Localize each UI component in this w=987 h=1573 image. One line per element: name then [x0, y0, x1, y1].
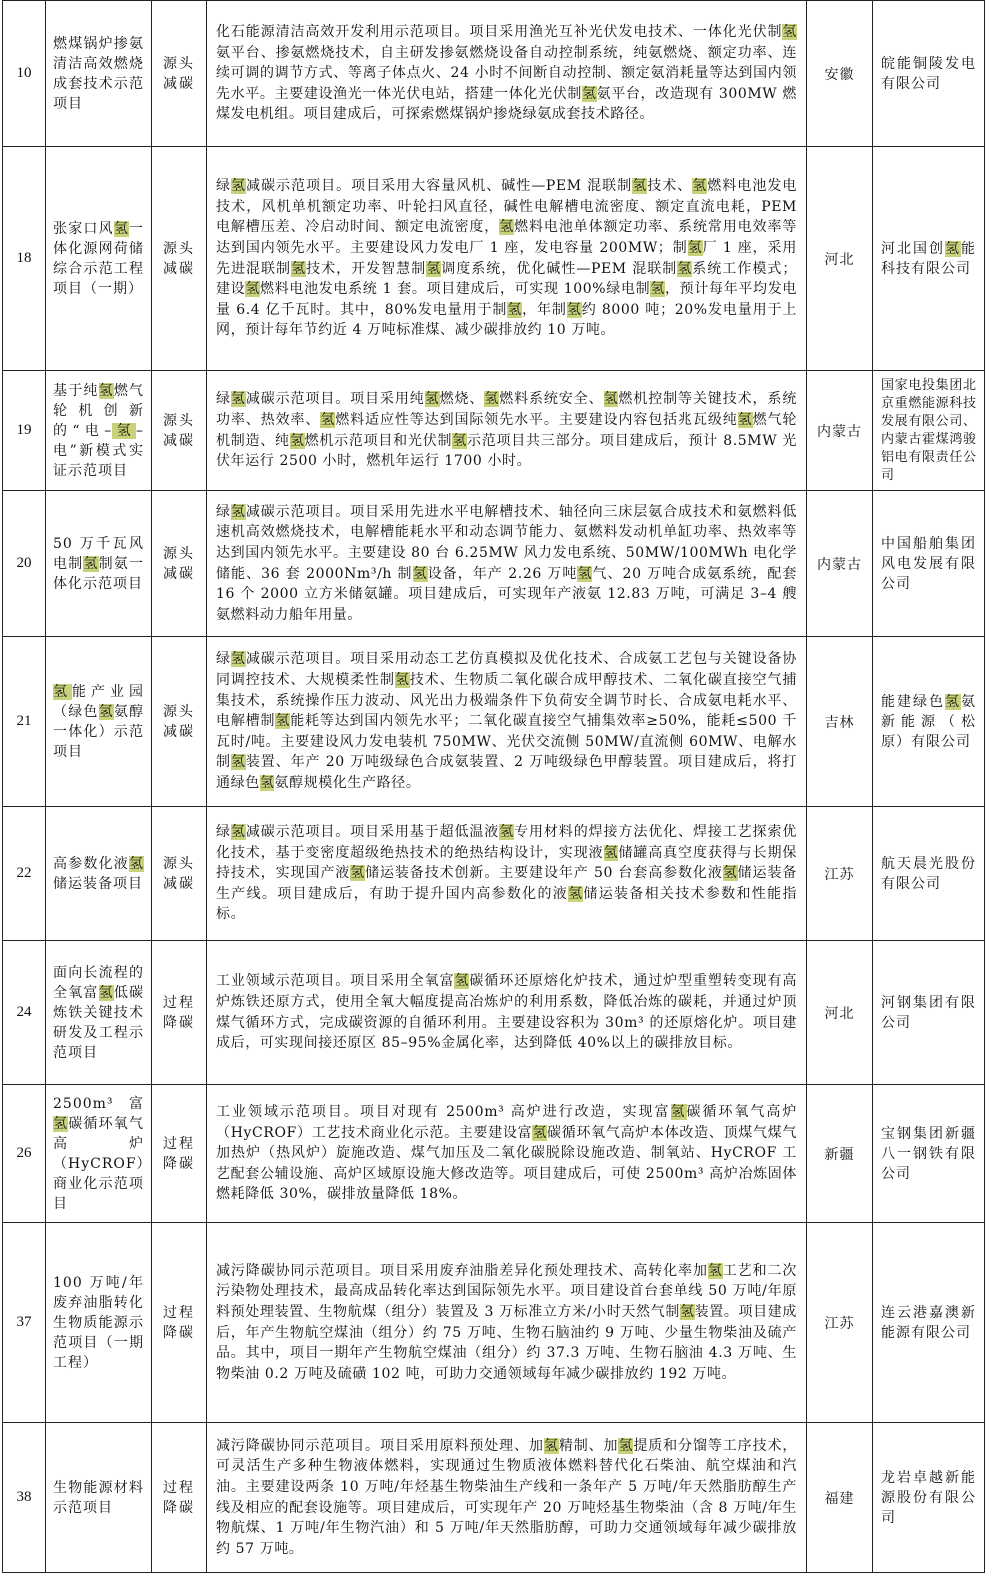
- highlighted-term: 氢: [687, 239, 703, 256]
- table-row: [3, 147, 985, 371]
- row-number: 38: [3, 1423, 46, 1573]
- highlighted-term: 氢: [507, 301, 523, 318]
- highlighted-term: 氢: [452, 432, 467, 449]
- carbon-category-part: 减碳: [163, 565, 195, 582]
- organization: 河北国创氢能科技有限公司: [873, 147, 985, 371]
- row-number: 21: [3, 637, 46, 807]
- highlighted-term: 氢: [945, 693, 961, 710]
- carbon-category: [152, 147, 207, 371]
- table-row: [3, 1085, 985, 1223]
- organization: 河钢集团有限公司: [873, 941, 985, 1085]
- highlighted-term: 氢: [98, 984, 114, 1001]
- carbon-category-part: 降碳: [163, 1499, 195, 1516]
- row-number: 19: [3, 371, 46, 491]
- highlighted-term: 氢: [231, 178, 247, 195]
- organization: 龙岩卓越新能源股份有限公司: [873, 1423, 985, 1573]
- highlighted-term: 氢: [275, 713, 291, 730]
- highlighted-term: 氢: [650, 281, 665, 298]
- project-name: 2500m³ 富氢碳循环氧气高炉（HyCROF）商业化示范项目: [46, 1085, 152, 1223]
- project-description: 绿氢减碳示范项目。项目采用纯氢燃烧、氢燃料系统安全、氢燃机控制等关键技术，系统功率、热效率、氢燃料适应性等达到国际领先水平。主要建设内容包括兆瓦级纯氢燃气轮机制造、纯氢燃机示范项目和光伏制氢示范项目共三部分。项目建成后，预计 8.5MW 光伏年运行 2500 小时，燃机年运行 1700 小时。: [207, 371, 807, 491]
- row-number: 37: [3, 1223, 46, 1423]
- carbon-category-part: 降碳: [163, 1014, 195, 1031]
- region: 江苏: [807, 1223, 873, 1423]
- organization: 连云港嘉澳新能源有限公司: [873, 1223, 985, 1423]
- carbon-category: [152, 1, 207, 147]
- highlighted-term: 氢: [677, 260, 693, 277]
- highlighted-term: 氢: [670, 1104, 687, 1121]
- highlighted-term: 氢: [568, 885, 584, 902]
- carbon-category-part: 减碳: [163, 432, 195, 449]
- highlighted-term: 氢: [291, 260, 307, 277]
- highlighted-term: 氢: [320, 411, 336, 428]
- highlighted-term: 氢: [692, 178, 708, 195]
- region: 吉林: [807, 637, 873, 807]
- highlighted-term: 氢: [259, 774, 275, 791]
- highlighted-term: 氢: [499, 824, 515, 841]
- carbon-category-part: 过程: [163, 1479, 195, 1496]
- project-description: 工业领域示范项目。项目对现有 2500m³ 高炉进行改造，实现富氢碳循环氧气高炉（HyCROF）工艺技术商业化示范。主要建设富氢碳循环氧气高炉本体改造、顶煤气煤气加热炉（热风炉）旋施改造、煤气加压及二氧化碳脱除设施改造、制氧站、HyCROF 工艺配套公辅设施、高炉区域原设施大修改造等。项目建成后，可使 2500m³ 高炉冶炼固体燃耗降低 30%，碳排放量降低 18%。: [207, 1085, 807, 1223]
- highlighted-term: 氢: [484, 391, 500, 408]
- highlighted-term: 氢: [577, 565, 593, 582]
- carbon-category: [152, 941, 207, 1085]
- project-description: 绿氢减碳示范项目。项目采用先进水平电解槽技术、轴径向三床层氨合成技术和氨燃料低速机高效燃烧技术，电解槽能耗水平和动态调节能力、氨燃料发动机单缸功率、热效率等达到国内领先水平。主要建设 80 台 6.25MW 风力发电系统、50MW/100MWh 电化学储能、36 套 2000Nm³/h 制氢设备，年产 2.26 万吨氢气、20 万吨合成氨系统，配套 16 个 2000 立方米储氨罐。项目建成后，可实现年产液氨 12.83 万吨，可满足 3–4 艘氨燃料动力船年用量。: [207, 491, 807, 637]
- highlighted-term: 氢: [98, 703, 114, 720]
- project-name: 氢能产业园（绿色氢氨醇一体化）示范项目: [46, 637, 152, 807]
- carbon-category-part: 过程: [163, 1135, 195, 1152]
- carbon-category-part: 源头: [163, 240, 195, 257]
- highlighted-term: 氢: [98, 382, 114, 399]
- table-body: [3, 1, 985, 1573]
- table-row: [3, 491, 985, 637]
- carbon-category-part: 源头: [163, 55, 195, 72]
- carbon-category: [152, 1085, 207, 1223]
- highlighted-term: 氢: [566, 301, 582, 318]
- row-number: 22: [3, 807, 46, 941]
- carbon-category: [152, 807, 207, 941]
- organization: 航天晨光股份有限公司: [873, 807, 985, 941]
- highlighted-term: 氢: [230, 503, 246, 520]
- highlighted-term: 氢: [230, 754, 246, 771]
- highlighted-term: 氢: [499, 219, 515, 236]
- highlighted-term: 氢: [603, 391, 619, 408]
- highlighted-term: 氢: [230, 651, 246, 668]
- carbon-category: [152, 371, 207, 491]
- table-row: [3, 1, 985, 147]
- table-row: [3, 371, 985, 491]
- highlighted-term: 氢: [426, 260, 442, 277]
- carbon-category-part: 减碳: [163, 260, 195, 277]
- carbon-category-part: 过程: [163, 994, 195, 1011]
- organization: 能建绿色氢氨新能源（松原）有限公司: [873, 637, 985, 807]
- organization: 中国船舶集团风电发展有限公司: [873, 491, 985, 637]
- region: 内蒙古: [807, 371, 873, 491]
- project-name: 面向长流程的全氧富氢低碳炼铁关键技术研发及工程示范项目: [46, 941, 152, 1085]
- carbon-category-part: 减碳: [163, 723, 195, 740]
- project-description: 工业领域示范项目。项目采用全氧富氢碳循环还原熔化炉技术，通过炉型重塑转变现有高炉炼铁还原方式，使用全氧大幅度提高冶炼炉的利用系数，降低冶炼的碳耗，并通过炉顶煤气循环方式，完成碳资源的自循环利用。主要建设容积为 30m³ 的还原熔化炉。项目建成后，可实现间接还原区 85–95%金属化率，达到降低 40%以上的碳排放目标。: [207, 941, 807, 1085]
- project-name: 张家口风氢一体化源网荷储综合示范工程项目（一期）: [46, 147, 152, 371]
- highlighted-term: 氢: [230, 824, 246, 841]
- carbon-category-part: 减碳: [163, 875, 195, 892]
- row-number: 24: [3, 941, 46, 1085]
- project-description: 绿氢减碳示范项目。项目采用动态工艺仿真模拟及优化技术、合成氨工艺包与关键设备协同调控技术、大规模柔性制氢技术、生物质二氧化碳合成甲醇技术、二氧化碳直接空气捕集技术，系统操作压力波动、风光出力极端条件下负荷安全调节时长、合成氨电耗水平、电解槽制氢能耗等达到国内领先水平；二氧化碳直接空气捕集效率≥50%，能耗≤500 千瓦时/吨。主要建设风力发电装机 750MW、光伏交流侧 50MW/直流侧 60MW、电解水制氢装置、年产 20 万吨级绿色合成氨装置、2 万吨级绿色甲醇装置。项目建成后，将打通绿色氢氨醇规模化生产路径。: [207, 637, 807, 807]
- table-row: [3, 807, 985, 941]
- carbon-category-part: 降碳: [163, 1155, 195, 1172]
- highlighted-term: 氢: [454, 973, 470, 990]
- row-number: 26: [3, 1085, 46, 1223]
- region: 内蒙古: [807, 491, 873, 637]
- highlighted-term: 氢: [707, 1262, 723, 1279]
- carbon-category-part: 过程: [163, 1304, 195, 1321]
- carbon-category-part: 源头: [163, 855, 195, 872]
- highlighted-term: 氢: [53, 1115, 69, 1132]
- highlighted-term: 氢: [424, 391, 440, 408]
- project-description: 减污降碳协同示范项目。项目采用废弃油脂差异化预处理技术、高转化率加氢工艺和二次污染物处理技术，最高成品转化率达到国际领先水平。项目建设首台套单线 50 万吨/年原料预处理装置、生物航煤（组分）装置及 3 万标准立方米/小时天然气制氢装置。项目建成后，年产生物航空煤油（组分）约 75 万吨、生物石脑油约 9 万吨、少量生物柴油及硫产品。其中，项目一期年产生物航空煤油（组分）约 37.3 万吨、生物石脑油 4.3 万吨、生物柴油 0.2 万吨及硫磺 102 吨，可助力交通领域每年减少碳排放约 192 万吨。: [207, 1223, 807, 1423]
- highlighted-term: 氢: [945, 240, 961, 257]
- table-row: [3, 941, 985, 1085]
- carbon-category-part: 降碳: [163, 1324, 195, 1341]
- project-name: 50 万千瓦风电制氢制氨一体化示范项目: [46, 491, 152, 637]
- highlighted-term: 氢: [737, 411, 753, 428]
- carbon-category: [152, 1223, 207, 1423]
- table-row: [3, 1223, 985, 1423]
- highlighted-term: 氢: [83, 555, 99, 572]
- highlighted-term: 氢: [53, 683, 72, 700]
- region: 安徽: [807, 1, 873, 147]
- table-row: [3, 1423, 985, 1573]
- highlighted-term: 氢: [412, 565, 428, 582]
- region: 江苏: [807, 807, 873, 941]
- project-description: 绿氢减碳示范项目。项目采用大容量风机、碱性—PEM 混联制氢技术、氢燃料电池发电技术，风机单机额定功率、叶轮扫风直径，碱性电解槽电流密度、额定直流电耗，PEM 电解槽压差、冷启动时间、额定电流密度，氢燃料电池单体额定功率、系统常用电效率等达到国内领先水平。主要建设风力发电厂 1 座，发电容量 200MW；制氢厂 1 座，采用先进混联制氢技术，开发智慧制氢调度系统，优化碱性—PEM 混联制氢系统工作模式；建设氢燃料电池发电系统 1 套。项目建成后，可实现 100%绿电制氢，预计每年平均发电量 6.4 亿千瓦时。其中，80%发电量用于制氢，年制氢约 8000 吨；20%发电量用于上网，预计每年节约近 4 万吨标准煤、减少碳排放约 10 万吨。: [207, 147, 807, 371]
- carbon-category-part: 源头: [163, 412, 195, 429]
- carbon-category: [152, 491, 207, 637]
- organization: 宝钢集团新疆八一钢铁有限公司: [873, 1085, 985, 1223]
- region: 河北: [807, 147, 873, 371]
- project-name: 燃煤锅炉掺氨清洁高效燃烧成套技术示范项目: [46, 1, 152, 147]
- region: 河北: [807, 941, 873, 1085]
- highlighted-term: 氢: [632, 178, 648, 195]
- region: 新疆: [807, 1085, 873, 1223]
- highlighted-term: 氢: [112, 422, 136, 439]
- highlighted-term: 氢: [603, 844, 619, 861]
- highlighted-term: 氢: [722, 865, 738, 882]
- organization: 国家电投集团北京重燃能源科技发展有限公司、内蒙古霍煤鸿骏铝电有限责任公司: [873, 371, 985, 491]
- organization: 皖能铜陵发电有限公司: [873, 1, 985, 147]
- highlighted-term: 氢: [350, 865, 366, 882]
- project-table: [2, 0, 985, 1573]
- highlighted-term: 氢: [679, 1303, 695, 1320]
- row-number: 10: [3, 1, 46, 147]
- carbon-category-part: 减碳: [163, 75, 195, 92]
- region: 福建: [807, 1423, 873, 1573]
- carbon-category: [152, 1423, 207, 1573]
- highlighted-term: 氢: [543, 1437, 559, 1454]
- project-name: 生物能源材料示范项目: [46, 1423, 152, 1573]
- highlighted-term: 氢: [113, 220, 130, 237]
- project-name: 基于纯氢燃气轮机创新的“电–氢–电”新模式实证示范项目: [46, 371, 152, 491]
- highlighted-term: 氢: [289, 432, 305, 449]
- project-name: 100 万吨/年废弃油脂转化生物质能源示范项目（一期工程）: [46, 1223, 152, 1423]
- row-number: 20: [3, 491, 46, 637]
- carbon-category: [152, 637, 207, 807]
- highlighted-term: 氢: [618, 1437, 634, 1454]
- highlighted-term: 氢: [129, 855, 144, 872]
- carbon-category-part: 源头: [163, 545, 195, 562]
- highlighted-term: 氢: [394, 672, 410, 689]
- project-description: 化石能源清洁高效开发利用示范项目。项目采用渔光互补光伏发电技术、一体化光伏制氢氨平台、掺氨燃烧技术，自主研发掺氨燃烧设备自动控制系统，纯氨燃烧、额定功率、连续可调的调节方式、等离子体点火、24 小时不间断自动控制、额定氨消耗量等达到国内领先水平。主要建设渔光一体光伏电站，搭建一体化光伏制氢氨平台，改造现有 300MW 燃煤发电机组。项目建成后，可探索燃煤锅炉掺烧绿氨成套技术路径。: [207, 1, 807, 147]
- highlighted-term: 氢: [782, 24, 797, 41]
- highlighted-term: 氢: [582, 85, 597, 102]
- project-description: 减污降碳协同示范项目。项目采用原料预处理、加氢精制、加氢提质和分馏等工序技术，可灵活生产多种生物液体燃料，实现通过生物质液体燃料替代化石柴油、航空煤油和汽油。主要建设两条 10 万吨/年烃基生物柴油生产线和一条年产 5 万吨/年天然脂肪醇生产线及相应的配套设施等。项目建成后，可实现年产 20 万吨烃基生物柴油（含 8 万吨/年生物航煤、1 万吨/年生物汽油）和 5 万吨/年天然脂肪醇，可助力交通领域每年减少碳排放约 57 万吨。: [207, 1423, 807, 1573]
- highlighted-term: 氢: [230, 391, 246, 408]
- project-description: 绿氢减碳示范项目。项目采用基于超低温液氢专用材料的焊接方法优化、焊接工艺探索优化技术，基于变密度超级绝热技术的绝热结构设计，实现液氢储罐高真空度获得与长期保持技术，实现国产液氢储运装备技术创新。主要建设年产 50 台套高参数化液氢储运装备生产线。项目建成后，有助于提升国内高参数化的液氢储运装备相关技术参数和性能指标。: [207, 807, 807, 941]
- table-row: [3, 637, 985, 807]
- carbon-category-part: 源头: [163, 703, 195, 720]
- project-name: 高参数化液氢储运装备项目: [46, 807, 152, 941]
- highlighted-term: 氢: [245, 281, 261, 298]
- row-number: 18: [3, 147, 46, 371]
- highlighted-term: 氢: [532, 1124, 548, 1141]
